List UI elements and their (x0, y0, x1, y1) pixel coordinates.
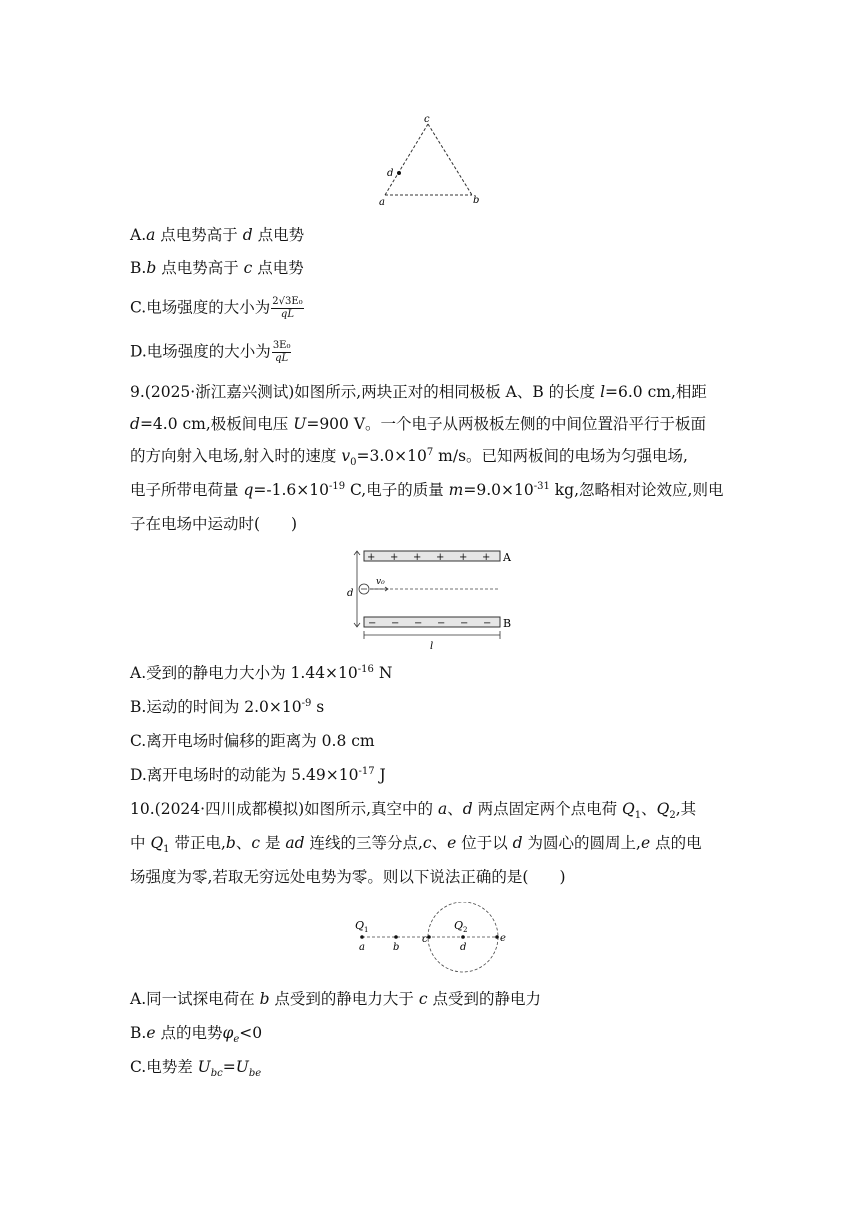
svg-text:+: + (367, 552, 376, 563)
q10-option-c: C.电势差 $U_{bc}=U_{be}$ (130, 1058, 262, 1080)
plate-a-label: A (503, 551, 511, 564)
label-c: c (424, 114, 430, 125)
q9-option-d: D.离开电场时的动能为 $5.49\times 10^{-17}$ J (130, 765, 386, 784)
svg-text:−: − (483, 618, 492, 629)
q9-stem-line1: 9.(2025·浙江嘉兴测试)如图所示,两块正对的相同极板 A、B 的长度 l=6.0 cm,相距 (130, 383, 707, 401)
velocity-label: v₀ (376, 577, 385, 587)
q8-option-d: D.电场强度的大小为 $\frac{\text{3E₀}}{qL}$ (130, 340, 291, 364)
label-d: d (387, 168, 394, 179)
label-b: b (473, 195, 480, 206)
capacitor-figure (340, 545, 520, 655)
q8-option-b: B.b 点电势高于 c 点电势 (130, 259, 304, 277)
charges-figure (350, 902, 520, 974)
q9-stem-line3: 的方向射入电场,射入时的速度 $v_0=3.0\times 10^7$ m/s。已知两板间的电场为匀强电场, (130, 446, 688, 469)
label-b: b (393, 942, 400, 953)
svg-text:+: + (482, 552, 491, 563)
svg-text:+: + (459, 552, 468, 563)
q9-option-a: A.受到的静电力大小为 $1.44\times 10^{-16}$ N (130, 663, 393, 682)
svg-text:−: − (460, 618, 469, 629)
q2-label: $Q_2$ (454, 919, 468, 934)
svg-text:−: − (437, 618, 446, 629)
q9-stem-line4: 电子所带电荷量 $q=-1.6\times 10^{-19}$ C,电子的质量 $m=9.0\times 10^{-31}$ kg,忽略相对论效应,则电 (130, 480, 724, 499)
label-d: d (460, 942, 467, 953)
label-a: a (379, 197, 385, 208)
q9-option-c: C.离开电场时偏移的距离为 0.8 cm (130, 732, 375, 750)
q9-stem-line2: d=4.0 cm,极板间电压 U=900 V。一个电子从两极板左侧的中间位置沿平行于板面 (130, 415, 707, 433)
fraction: $\frac{\text{3E₀}}{qL}$ (272, 340, 291, 364)
q10-option-a: A.同一试探电荷在 b 点受到的静电力大于 c 点受到的静电力 (130, 990, 541, 1008)
label-c: c (422, 934, 428, 945)
q10-option-b: B.e 点的电势$\varphi_e<0$ (130, 1024, 263, 1046)
dim-l-label: l (430, 641, 434, 652)
svg-text:−: − (391, 618, 400, 629)
svg-text:+: + (413, 552, 422, 563)
label-e: e (500, 933, 506, 944)
q9-option-b: B.运动的时间为 $2.0\times 10^{-9}$ s (130, 697, 325, 716)
triangle-figure (370, 112, 490, 210)
q9-stem-line5: 子在电场中运动时( ) (130, 515, 298, 533)
svg-text:−: − (368, 618, 377, 629)
q1-label: $Q_1$ (355, 919, 369, 934)
plate-b-label: B (503, 617, 512, 630)
dim-d-label: d (347, 588, 354, 599)
q10-stem-line3: 场强度为零,若取无穷远处电势为零。则以下说法正确的是( ) (130, 868, 566, 886)
q8-option-a: A.a 点电势高于 d 点电势 (130, 226, 305, 244)
fraction: $\frac{\text{2√3E₀}}{qL}$ (272, 296, 303, 320)
q10-stem-line2: 中 $Q_1$ 带正电,b、c 是 ad 连线的三等分点,c、e 位于以 d 为圆心的圆周上,e 点的电 (130, 834, 702, 856)
svg-text:+: + (390, 552, 399, 563)
q10-stem-line1: 10.(2024·四川成都模拟)如图所示,真空中的 a、d 两点固定两个点电荷 $Q_1$、$Q_2$,其 (130, 800, 697, 822)
label-a: a (359, 942, 365, 953)
svg-text:−: − (414, 618, 423, 629)
svg-text:+: + (436, 552, 445, 563)
q8-option-c: C.电场强度的大小为 $\frac{\text{2√3E₀}}{qL}$ (130, 296, 303, 320)
